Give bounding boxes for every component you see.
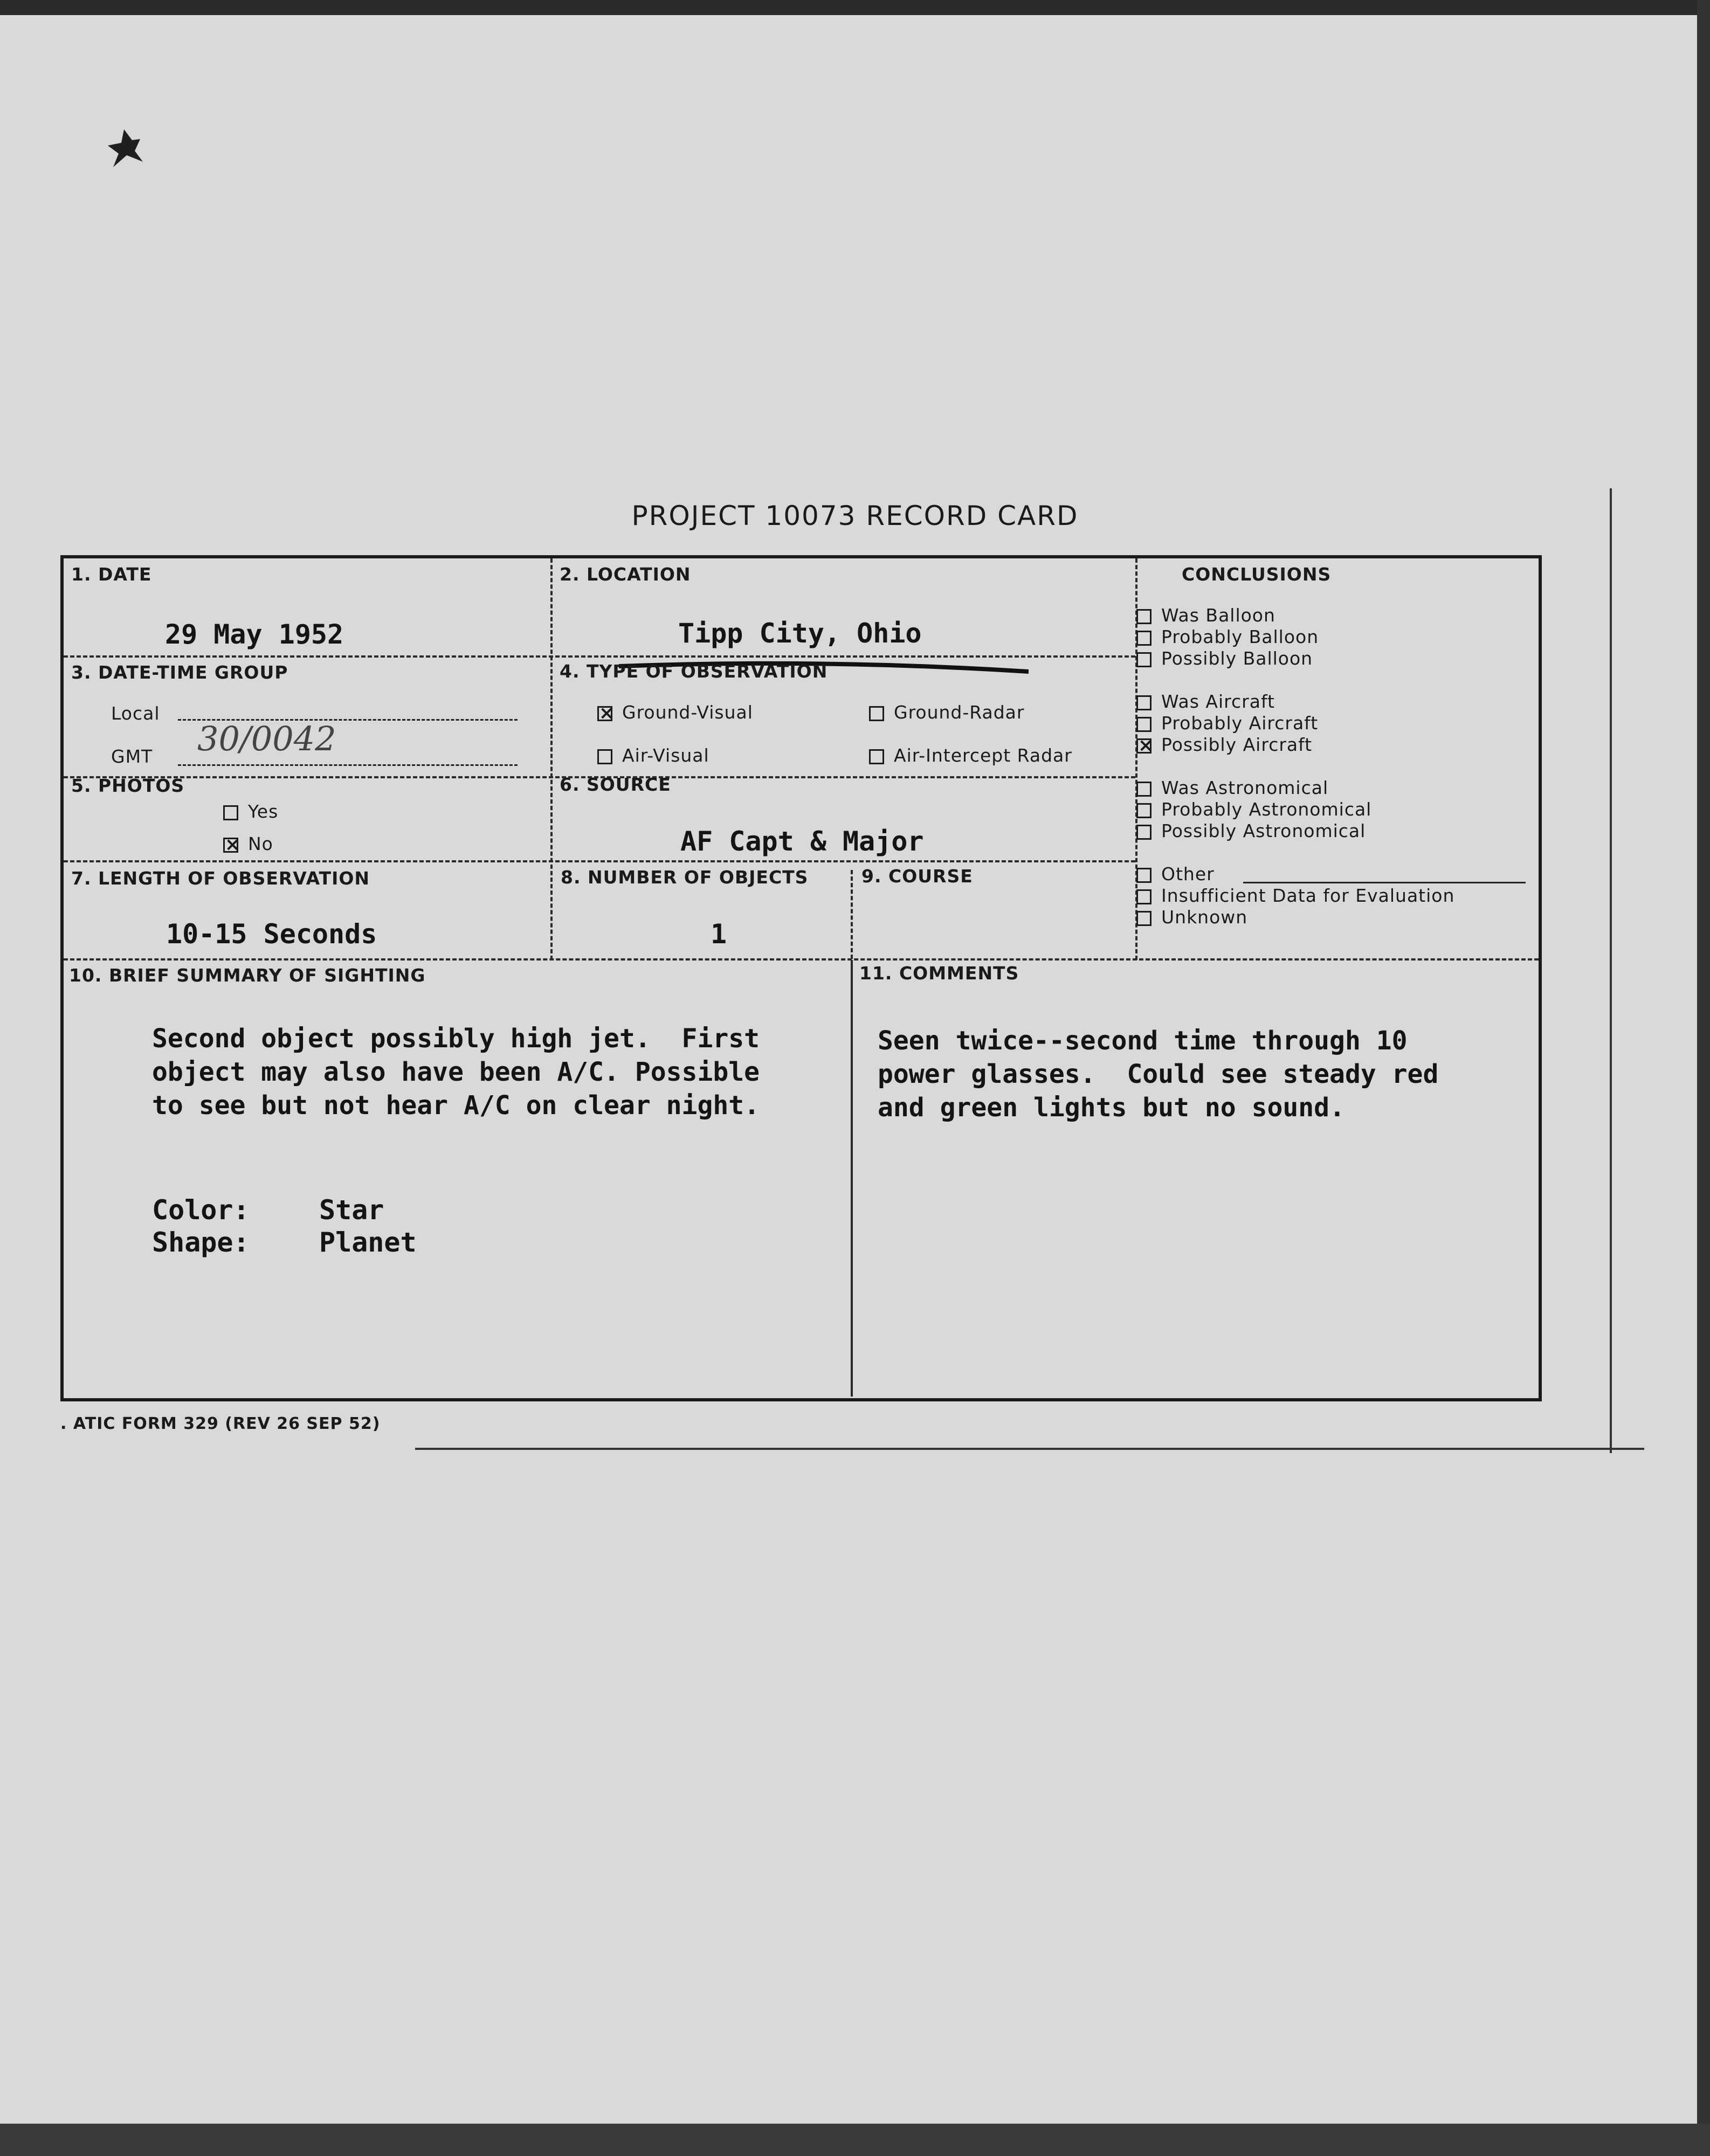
location-value: Tipp City, Ohio [678, 618, 922, 649]
checkbox-probably-astronomical [1136, 803, 1152, 818]
ink-smudge [102, 124, 151, 172]
gmt-value: 30/0042 [197, 719, 336, 758]
date-time-group-label: 3. DATE-TIME GROUP [71, 662, 288, 683]
summary-label: 10. BRIEF SUMMARY OF SIGHTING [69, 965, 426, 986]
conclusion-unknown: Unknown [1136, 907, 1247, 928]
card-title: PROJECT 10073 RECORD CARD [631, 500, 1079, 531]
conclusion-possibly-aircraft: × Possibly Aircraft [1136, 734, 1312, 755]
shape-value: Planet [319, 1227, 417, 1258]
option-ground-radar: Ground-Radar [869, 702, 1024, 723]
summary-text [152, 1022, 760, 1122]
checkbox-insufficient-data [1136, 889, 1152, 904]
course-label: 9. COURSE [861, 866, 973, 887]
conclusion-probably-balloon: Probably Balloon [1136, 626, 1319, 647]
divider-summary-comments [851, 960, 853, 1397]
checkbox-probably-balloon [1136, 631, 1152, 646]
conclusion-was-astronomical: Was Astronomical [1136, 777, 1328, 798]
number-of-objects-value: 1 [711, 918, 727, 950]
summary-line: to see but not hear A/C on clear night. [152, 1090, 760, 1121]
option-ground-visual: × Ground-Visual [597, 702, 753, 723]
checkbox-ground-radar [869, 706, 884, 721]
comments-line: Seen twice--second time through 10 [878, 1026, 1408, 1056]
checkbox-ground-visual: × [597, 706, 612, 721]
conclusion-possibly-astronomical: Possibly Astronomical [1136, 820, 1366, 841]
conclusion-was-aircraft: Was Aircraft [1136, 691, 1275, 712]
conclusion-possibly-balloon: Possibly Balloon [1136, 648, 1313, 669]
comments-label: 11. COMMENTS [859, 963, 1019, 984]
checkbox-was-aircraft [1136, 695, 1152, 710]
gmt-label: GMT [111, 746, 153, 767]
checkbox-probably-aircraft [1136, 717, 1152, 732]
comments-text [878, 1024, 1438, 1124]
divider-objects-course [851, 870, 853, 959]
scan-bottom-line [415, 1448, 1644, 1450]
color-label: Color: [152, 1194, 250, 1226]
shape-label: Shape: [152, 1227, 250, 1258]
length-of-observation-value: 10-15 Seconds [166, 918, 377, 950]
date-value: 29 May 1952 [165, 619, 344, 650]
page-edge-top [0, 0, 1710, 15]
page-edge-bottom [0, 2124, 1710, 2156]
other-field-line [1243, 882, 1526, 883]
comments-line: power glasses. Could see steady red [878, 1059, 1439, 1089]
summary-line: object may also have been A/C. Possible [152, 1057, 760, 1087]
form-footer: . ATIC FORM 329 (REV 26 SEP 52) [60, 1414, 381, 1433]
comments-line: and green lights but no sound. [878, 1093, 1345, 1123]
checkbox-possibly-aircraft: × [1136, 738, 1152, 754]
checkbox-photos-no: × [223, 838, 238, 853]
option-air-intercept-radar: Air-Intercept Radar [869, 745, 1072, 766]
row-divider-3 [64, 860, 1135, 862]
conclusion-was-balloon: Was Balloon [1136, 605, 1275, 626]
summary-line: Second object possibly high jet. First [152, 1024, 760, 1054]
location-label: 2. LOCATION [560, 564, 691, 585]
option-photos-no: × No [223, 833, 273, 854]
conclusion-probably-astronomical: Probably Astronomical [1136, 799, 1371, 820]
source-label: 6. SOURCE [560, 774, 671, 795]
row-divider-4 [64, 958, 1539, 960]
checkbox-was-astronomical [1136, 782, 1152, 797]
checkbox-possibly-astronomical [1136, 825, 1152, 840]
checkbox-possibly-balloon [1136, 652, 1152, 667]
scan-edge-line [1610, 488, 1612, 1453]
photos-label: 5. PHOTOS [71, 775, 185, 796]
option-air-visual: Air-Visual [597, 745, 709, 766]
conclusions-label: CONCLUSIONS [1182, 564, 1332, 585]
page-edge-right [1697, 0, 1710, 2156]
conclusion-probably-aircraft: Probably Aircraft [1136, 713, 1318, 734]
gmt-field-line [178, 764, 518, 766]
checkbox-air-intercept-radar [869, 749, 884, 764]
source-value: AF Capt & Major [680, 826, 924, 857]
checkbox-unknown [1136, 911, 1152, 926]
checkbox-was-balloon [1136, 609, 1152, 624]
date-label: 1. DATE [71, 564, 152, 585]
divider-col1 [550, 558, 553, 960]
option-photos-yes: Yes [223, 801, 278, 822]
length-of-observation-label: 7. LENGTH OF OBSERVATION [71, 868, 370, 889]
conclusion-other: Other [1136, 863, 1215, 884]
checkbox-air-visual [597, 749, 612, 764]
conclusion-insufficient-data: Insufficient Data for Evaluation [1136, 885, 1454, 906]
color-value: Star [319, 1194, 384, 1226]
number-of-objects-label: 8. NUMBER OF OBJECTS [561, 867, 809, 888]
checkbox-other [1136, 868, 1152, 883]
local-label: Local [111, 703, 160, 724]
type-of-observation-label: 4. TYPE OF OBSERVATION [560, 661, 828, 682]
checkbox-photos-yes [223, 805, 238, 820]
row-divider-1 [64, 655, 1135, 658]
